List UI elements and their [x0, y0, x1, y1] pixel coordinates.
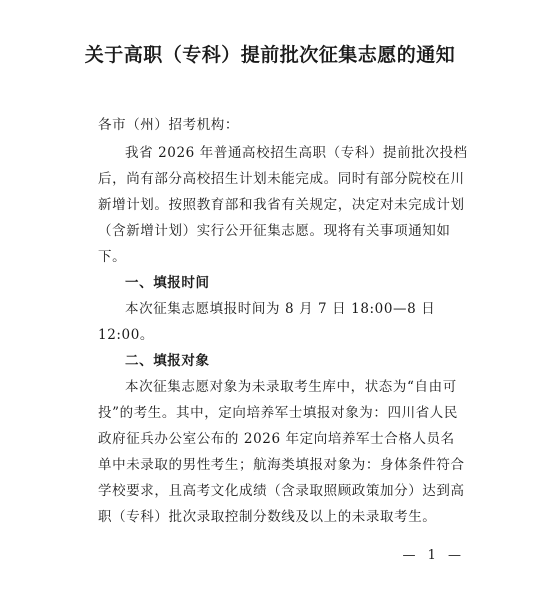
section-body-target: 本次征集志愿对象为未录取考生库中，状态为“自由可投”的考生。其中，定向培养军士填报对象为：四川省人民政府征兵办公室公布的 2026 年定向培养军士合格人员名单中未录取的男性考生；航海类填报对象为：身体条件符合学校要求，且高考文化成绩（含录取照顾政策加分）达到高职（专科）批次录取控制分数线及以上的未录取考生。: [98, 379, 465, 525]
section-heading-time: 一、填报时间: [125, 275, 210, 291]
salutation: 各市（州）招考机构：: [98, 117, 239, 133]
section-heading-target: 二、填报对象: [125, 353, 210, 369]
page-number: — 1 —: [402, 548, 465, 563]
section-body-time: 本次征集志愿填报时间为 8 月 7 日 18:00—8 日 12:00。: [98, 301, 436, 343]
document-title: 关于高职（专科）提前批次征集志愿的通知: [84, 44, 456, 66]
intro-paragraph: 我省 2026 年普通高校招生高职（专科）提前批次投档后，尚有部分高校招生计划未能完成。同时有部分院校在川新增计划。按照教育部和我省有关规定，决定对未完成计划（含新增计划）实行公开征集志愿。现将有关事项通知如下。: [98, 145, 468, 265]
document-body: [98, 112, 468, 530]
